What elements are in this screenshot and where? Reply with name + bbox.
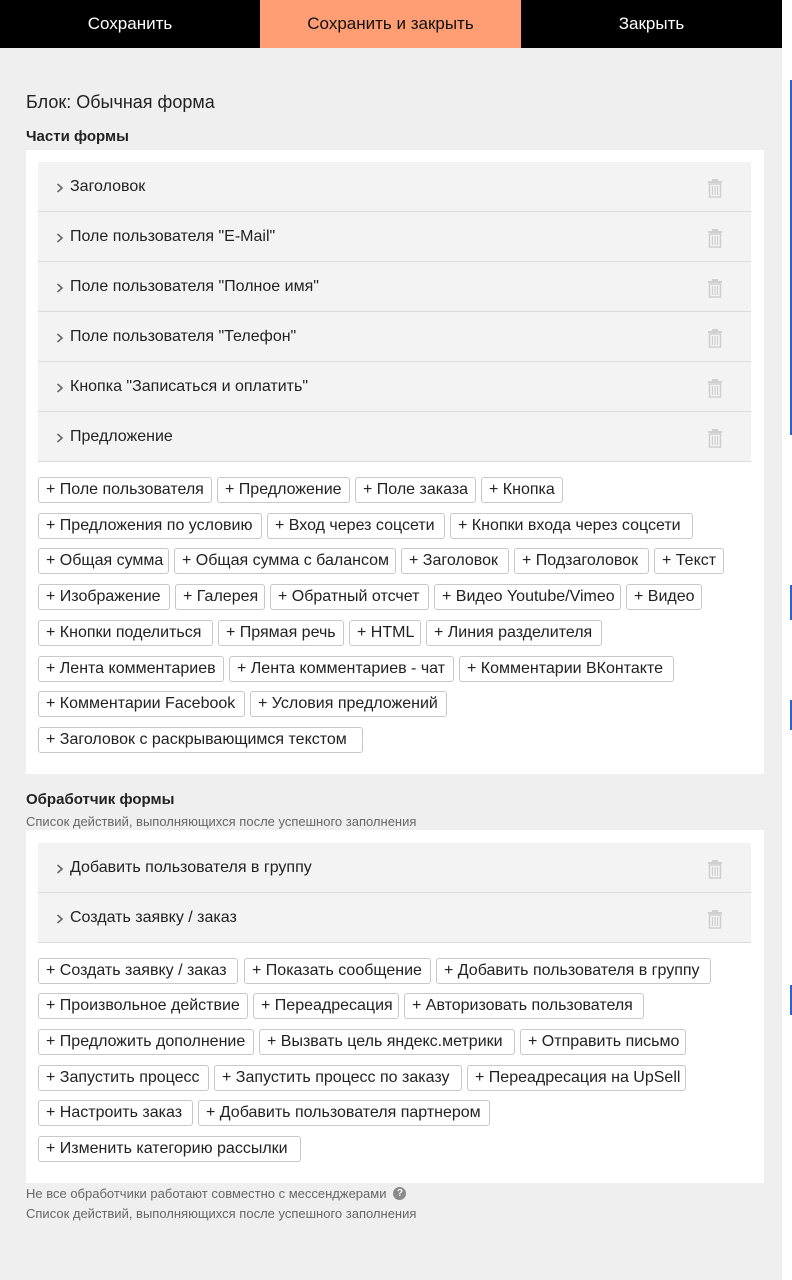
add-total-sum-button[interactable]: + Общая сумма	[38, 548, 169, 574]
page-title: Блок: Обычная форма	[26, 92, 215, 112]
form-part-label: Поле пользователя "Телефон"	[70, 327, 297, 345]
handler-row[interactable]	[38, 843, 751, 893]
add-metrika-goal-button[interactable]: + Вызвать цель яндекс.метрики	[259, 1029, 515, 1055]
add-upsell-redirect-button[interactable]: + Переадресация на UpSell	[467, 1065, 686, 1091]
form-part-add-buttons	[38, 477, 753, 757]
add-vk-comments-button[interactable]: + Комментарии ВКонтакте	[459, 656, 674, 682]
add-quote-button[interactable]: + Прямая речь	[218, 620, 344, 646]
form-part-row[interactable]	[38, 362, 751, 412]
add-user-field-button[interactable]: + Поле пользователя	[38, 477, 212, 503]
messenger-note	[26, 1186, 406, 1201]
trash-icon[interactable]	[707, 328, 723, 348]
chevron-right-icon	[56, 333, 64, 341]
add-text-button[interactable]: + Текст	[654, 548, 724, 574]
help-icon[interactable]: ?	[393, 1187, 406, 1200]
add-countdown-button[interactable]: + Обратный отсчет	[270, 584, 429, 610]
top-toolbar	[0, 0, 782, 48]
handler-label: Добавить пользователя в группу	[70, 858, 312, 876]
add-change-mailing-category-button[interactable]: + Изменить категорию рассылки	[38, 1136, 301, 1162]
form-part-label: Заголовок	[70, 177, 146, 195]
form-part-label: Кнопка "Записаться и оплатить"	[70, 377, 309, 395]
form-part-row[interactable]	[38, 262, 751, 312]
chevron-right-icon	[56, 283, 64, 291]
trash-icon[interactable]	[707, 178, 723, 198]
add-image-button[interactable]: + Изображение	[38, 584, 170, 610]
form-part-label: Поле пользователя "E-Mail"	[70, 227, 276, 245]
add-comments-feed-button[interactable]: + Лента комментариев	[38, 656, 224, 682]
chevron-right-icon	[56, 433, 64, 441]
chevron-right-icon	[56, 864, 64, 872]
trash-icon[interactable]	[707, 859, 723, 879]
right-edge-strip	[782, 0, 792, 1280]
add-conditional-offers-button[interactable]: + Предложения по условию	[38, 513, 262, 539]
chevron-right-icon	[56, 183, 64, 191]
chevron-right-icon	[56, 233, 64, 241]
handler-row[interactable]	[38, 893, 751, 943]
add-button-button[interactable]: + Кнопка	[481, 477, 563, 503]
save-button[interactable]: Сохранить	[87, 14, 173, 33]
add-youtube-video-button[interactable]: + Видео Youtube/Vimeo	[434, 584, 621, 610]
add-facebook-comments-button[interactable]: + Комментарии Facebook	[38, 691, 245, 717]
add-social-login-buttons-button[interactable]: + Кнопки входа через соцсети	[450, 513, 693, 539]
add-share-buttons-button[interactable]: + Кнопки поделиться	[38, 620, 213, 646]
add-start-process-order-button[interactable]: + Запустить процесс по заказу	[214, 1065, 462, 1091]
add-video-button[interactable]: + Видео	[626, 584, 702, 610]
form-parts-panel	[26, 150, 764, 774]
add-offer-button[interactable]: + Предложение	[217, 477, 350, 503]
messenger-note-text: Не все обработчики работают совместно с мессенджерами	[26, 1186, 387, 1201]
footer-subtitle: Список действий, выполняющихся после успешного заполнения	[26, 1206, 417, 1221]
add-redirect-button[interactable]: + Переадресация	[253, 993, 399, 1019]
add-configure-order-button[interactable]: + Настроить заказ	[38, 1100, 193, 1126]
add-authorize-user-button[interactable]: + Авторизовать пользователя	[404, 993, 644, 1019]
add-user-as-partner-button[interactable]: + Добавить пользователя партнером	[198, 1100, 490, 1126]
form-part-label: Поле пользователя "Полное имя"	[70, 277, 319, 295]
add-heading-button[interactable]: + Заголовок	[401, 548, 509, 574]
add-divider-button[interactable]: + Линия разделителя	[426, 620, 602, 646]
add-total-sum-balance-button[interactable]: + Общая сумма с балансом	[174, 548, 396, 574]
add-send-email-button[interactable]: + Отправить письмо	[520, 1029, 686, 1055]
trash-icon[interactable]	[707, 278, 723, 298]
add-order-field-button[interactable]: + Поле заказа	[355, 477, 476, 503]
add-suggest-addon-button[interactable]: + Предложить дополнение	[38, 1029, 254, 1055]
form-part-row[interactable]	[38, 312, 751, 362]
form-handler-title: Обработчик формы	[26, 791, 175, 808]
chevron-right-icon	[56, 914, 64, 922]
add-social-login-button[interactable]: + Вход через соцсети	[267, 513, 445, 539]
add-start-process-button[interactable]: + Запустить процесс	[38, 1065, 209, 1091]
trash-icon[interactable]	[707, 378, 723, 398]
form-part-label: Предложение	[70, 427, 173, 445]
form-handler-subtitle: Список действий, выполняющихся после успешного заполнения	[26, 814, 417, 829]
add-gallery-button[interactable]: + Галерея	[175, 584, 265, 610]
chevron-right-icon	[56, 383, 64, 391]
handler-label: Создать заявку / заказ	[70, 908, 237, 926]
add-expandable-heading-button[interactable]: + Заголовок с раскрывающимся текстом	[38, 727, 363, 753]
add-html-button[interactable]: + HTML	[349, 620, 421, 646]
add-show-message-button[interactable]: + Показать сообщение	[244, 958, 431, 984]
trash-icon[interactable]	[707, 428, 723, 448]
trash-icon[interactable]	[707, 228, 723, 248]
add-subheading-button[interactable]: + Подзаголовок	[514, 548, 649, 574]
add-comments-chat-button[interactable]: + Лента комментариев - чат	[229, 656, 454, 682]
add-user-to-group-button[interactable]: + Добавить пользователя в группу	[436, 958, 711, 984]
add-create-order-button[interactable]: + Создать заявку / заказ	[38, 958, 238, 984]
form-part-row[interactable]	[38, 162, 751, 212]
save-and-close-button[interactable]: Сохранить и закрыть	[260, 0, 521, 48]
close-button[interactable]: Закрыть	[618, 14, 685, 33]
add-custom-action-button[interactable]: + Произвольное действие	[38, 993, 248, 1019]
form-part-row[interactable]	[38, 412, 751, 462]
handler-add-buttons	[38, 958, 753, 1168]
form-part-row[interactable]	[38, 212, 751, 262]
trash-icon[interactable]	[707, 909, 723, 929]
form-parts-title: Части формы	[26, 128, 129, 145]
add-offer-conditions-button[interactable]: + Условия предложений	[250, 691, 447, 717]
form-handler-panel	[26, 830, 764, 1183]
